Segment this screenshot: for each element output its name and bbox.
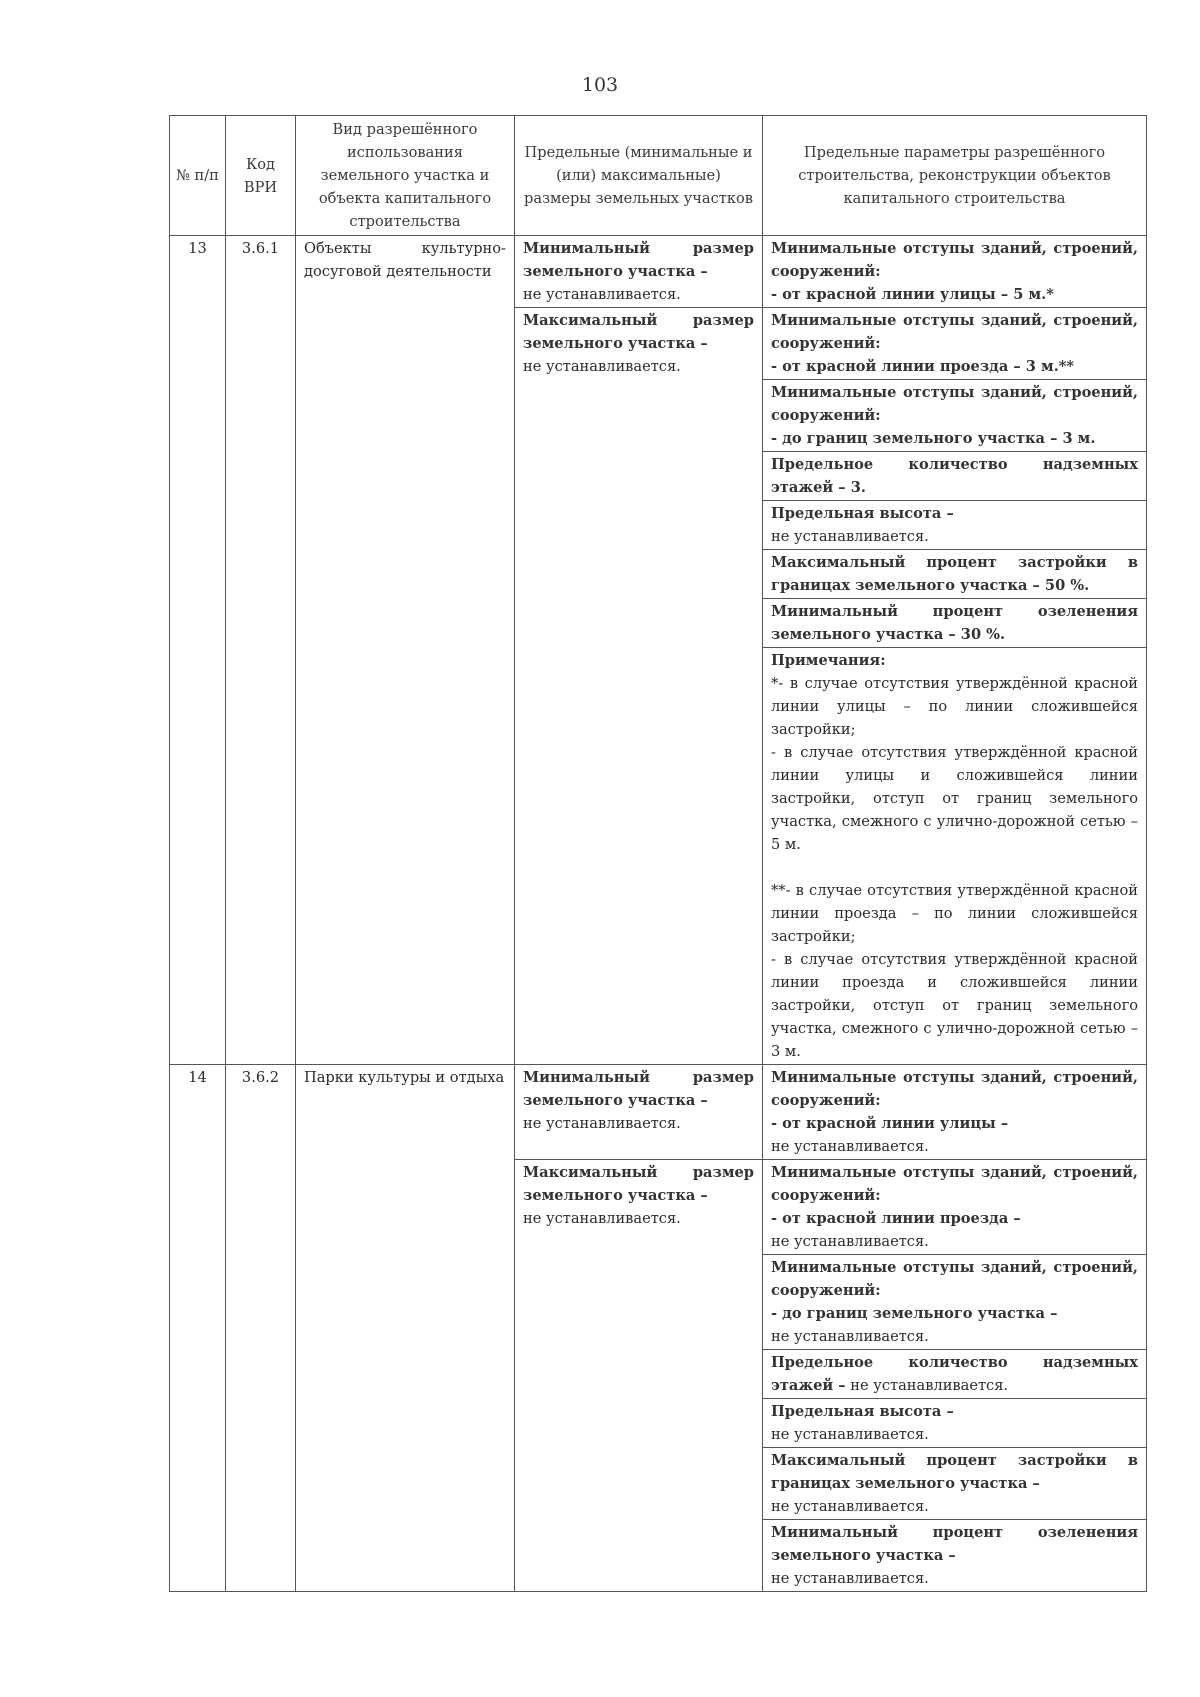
note-line: **- в случае отсутствия утверждённой красной линии проезда – по линии сложившейся застройки; [771,882,1138,945]
row-number: 14 [170,1065,226,1592]
param-title: Максимальный процент застройки в границах земельного участка – [771,1452,1138,1492]
param-cell [763,550,1147,599]
header-params: Предельные параметры разрешённого строительства, реконструкции объектов капитального строительства [763,116,1147,236]
row-code: 3.6.2 [226,1065,296,1592]
param-title: Минимальный процент озеленения земельного участка – [771,1524,1138,1564]
note-line: - в случае отсутствия утверждённой красной линии проезда и сложившейся линии застройки, отступ от границ земельного участка, смежного с улично-дорожной сетью – 3 м. [771,951,1138,1060]
param-value: не устанавливается. [771,1233,929,1250]
param-cell [763,1255,1147,1350]
table-row [170,1065,1147,1160]
param-cell [763,1448,1147,1520]
size-max-cell [515,1160,763,1592]
param-title: Предельная высота – [771,505,954,522]
param-title: Минимальные отступы зданий, строений, сооружений: [771,312,1138,352]
row-use-type: Парки культуры и отдыха [296,1065,515,1592]
param-line: - от красной линии улицы – [771,1115,1009,1132]
param-cell [763,452,1147,501]
param-value: не устанавливается. [771,1138,929,1155]
notes-cell [763,648,1147,1065]
table-row [170,236,1147,308]
param-cell [763,1399,1147,1448]
size-max-value: не устанавливается. [523,1210,681,1227]
size-min-value: не устанавливается. [523,1115,681,1132]
param-value: не устанавливается. [771,528,929,545]
param-value: не устанавливается. [771,1498,929,1515]
param-title: Предельное количество надземных этажей – 3. [771,456,1138,496]
size-min-title: Минимальный размер земельного участка – [523,240,754,280]
param-cell [763,599,1147,648]
param-title: Предельное количество надземных этажей – [771,1354,1138,1394]
param-title: Минимальные отступы зданий, строений, сооружений: [771,1164,1138,1204]
param-cell [763,308,1147,380]
param-value: не устанавливается. [771,1426,929,1443]
size-max-title: Максимальный размер земельного участка – [523,1164,754,1204]
land-use-rules-table [169,115,1147,1592]
param-title: Минимальные отступы зданий, строений, сооружений: [771,1259,1138,1299]
header-use: Вид разрешённого использования земельного участка и объекта капитального строительства [296,116,515,236]
param-line: - от красной линии проезда – [771,1210,1021,1227]
header-num: № п/п [170,116,226,236]
param-value: не устанавливается. [771,1328,929,1345]
param-title: Максимальный процент застройки в границах земельного участка – 50 %. [771,554,1138,594]
param-title: Минимальные отступы зданий, строений, сооружений: [771,240,1138,280]
table-header-row [170,116,1147,236]
size-max-cell [515,308,763,1065]
header-code: Код ВРИ [226,116,296,236]
param-line: - до границ земельного участка – [771,1305,1058,1322]
note-spacer [771,856,1138,879]
param-title: Минимальные отступы зданий, строений, сооружений: [771,384,1138,424]
note-line: - в случае отсутствия утверждённой красной линии улицы и сложившейся линии застройки, отступ от границ земельного участка, смежного с улично-дорожной сетью – 5 м. [771,744,1138,853]
row-use-type: Объекты культурно-досуговой деятельности [296,236,515,1065]
param-cell [763,380,1147,452]
param-cell [763,1160,1147,1255]
param-title: Минимальный процент озеленения земельного участка – 30 %. [771,603,1138,643]
param-line: - от красной линии улицы – 5 м.* [771,286,1054,303]
param-line: - от красной линии проезда – 3 м.** [771,358,1075,375]
note-line: *- в случае отсутствия утверждённой красной линии улицы – по линии сложившейся застройки; [771,675,1138,738]
row-number: 13 [170,236,226,1065]
header-size: Предельные (минимальные и (или) максимальные) размеры земельных участков [515,116,763,236]
size-max-title: Максимальный размер земельного участка – [523,312,754,352]
param-cell [763,1065,1147,1160]
row-code: 3.6.1 [226,236,296,1065]
size-min-value: не устанавливается. [523,286,681,303]
size-min-cell [515,236,763,308]
param-cell [763,236,1147,308]
notes-title: Примечания: [771,652,886,669]
size-min-title: Минимальный размер земельного участка – [523,1069,754,1109]
size-max-value: не устанавливается. [523,358,681,375]
page-number: 103 [581,74,619,96]
param-line: - до границ земельного участка – 3 м. [771,430,1096,447]
param-cell [763,501,1147,550]
param-cell [763,1350,1147,1399]
param-title: Предельная высота – [771,1403,954,1420]
param-value: не устанавливается. [771,1570,929,1587]
param-cell [763,1520,1147,1592]
param-title: Минимальные отступы зданий, строений, сооружений: [771,1069,1138,1109]
param-value: не устанавливается. [850,1377,1009,1394]
size-min-cell [515,1065,763,1160]
